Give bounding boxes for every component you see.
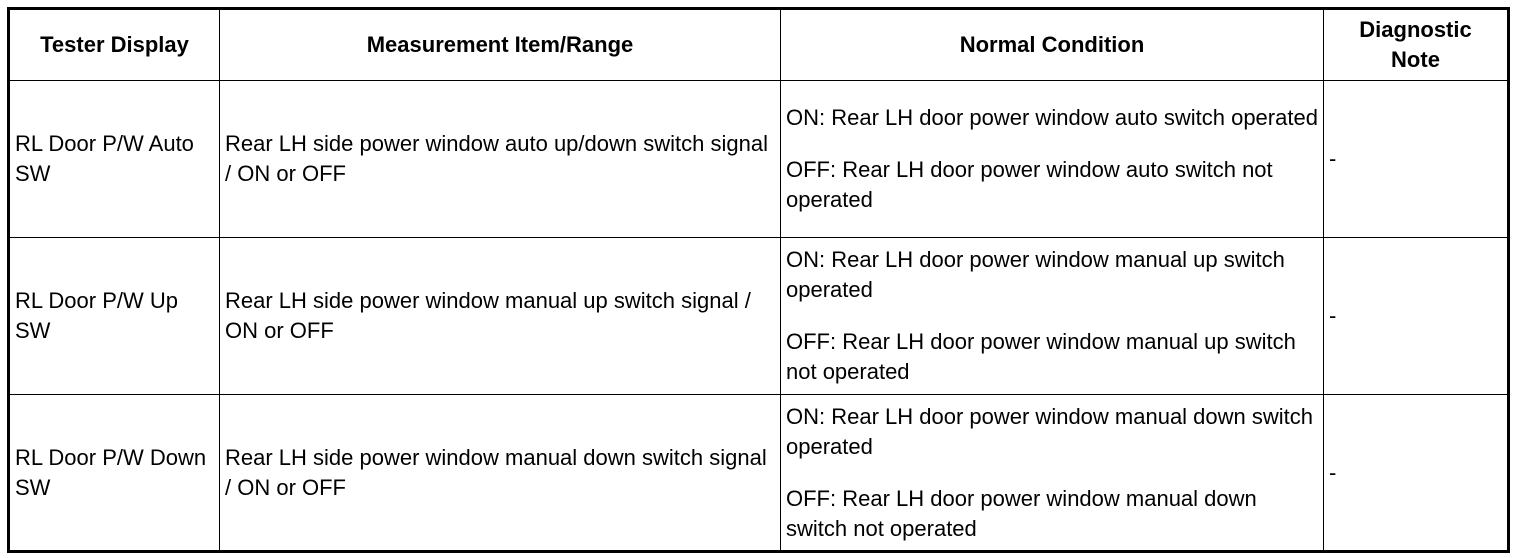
normal-condition-off: OFF: Rear LH door power window manual up switch not operated: [786, 329, 1296, 384]
cell-tester-display: RL Door P/W Up SW: [9, 238, 220, 395]
header-normal-condition: Normal Condition: [781, 9, 1324, 81]
table-row: [9, 81, 1509, 238]
cell-tester-display: RL Door P/W Down SW: [9, 395, 220, 552]
table-header-row: [9, 9, 1509, 81]
header-measurement-item-range: Measurement Item/Range: [220, 9, 781, 81]
data-list-table: [7, 7, 1510, 553]
cell-normal-condition: [781, 395, 1324, 552]
cell-normal-condition: [781, 81, 1324, 238]
cell-diagnostic-note: -: [1324, 238, 1509, 395]
normal-condition-on: ON: Rear LH door power window auto switch operated: [786, 105, 1318, 130]
normal-condition-on: ON: Rear LH door power window manual down switch operated: [786, 403, 1314, 459]
normal-condition-off: OFF: Rear LH door power window manual down switch not operated: [786, 485, 1257, 541]
cell-diagnostic-note: -: [1324, 81, 1509, 238]
normal-condition-on: ON: Rear LH door power window manual up switch operated: [786, 247, 1285, 302]
cell-measurement: Rear LH side power window manual down switch signal / ON or OFF: [220, 395, 781, 552]
cell-tester-display: RL Door P/W Auto SW: [9, 81, 220, 238]
header-diagnostic-note: Diagnostic Note: [1324, 9, 1509, 81]
cell-measurement: Rear LH side power window auto up/down switch signal / ON or OFF: [220, 81, 781, 238]
normal-condition-off: OFF: Rear LH door power window auto switch not operated: [786, 157, 1273, 212]
header-tester-display: Tester Display: [9, 9, 220, 81]
table-row: [9, 395, 1509, 552]
table-row: [9, 238, 1509, 395]
cell-measurement: Rear LH side power window manual up switch signal / ON or OFF: [220, 238, 781, 395]
cell-diagnostic-note: -: [1324, 395, 1509, 552]
cell-normal-condition: [781, 238, 1324, 395]
